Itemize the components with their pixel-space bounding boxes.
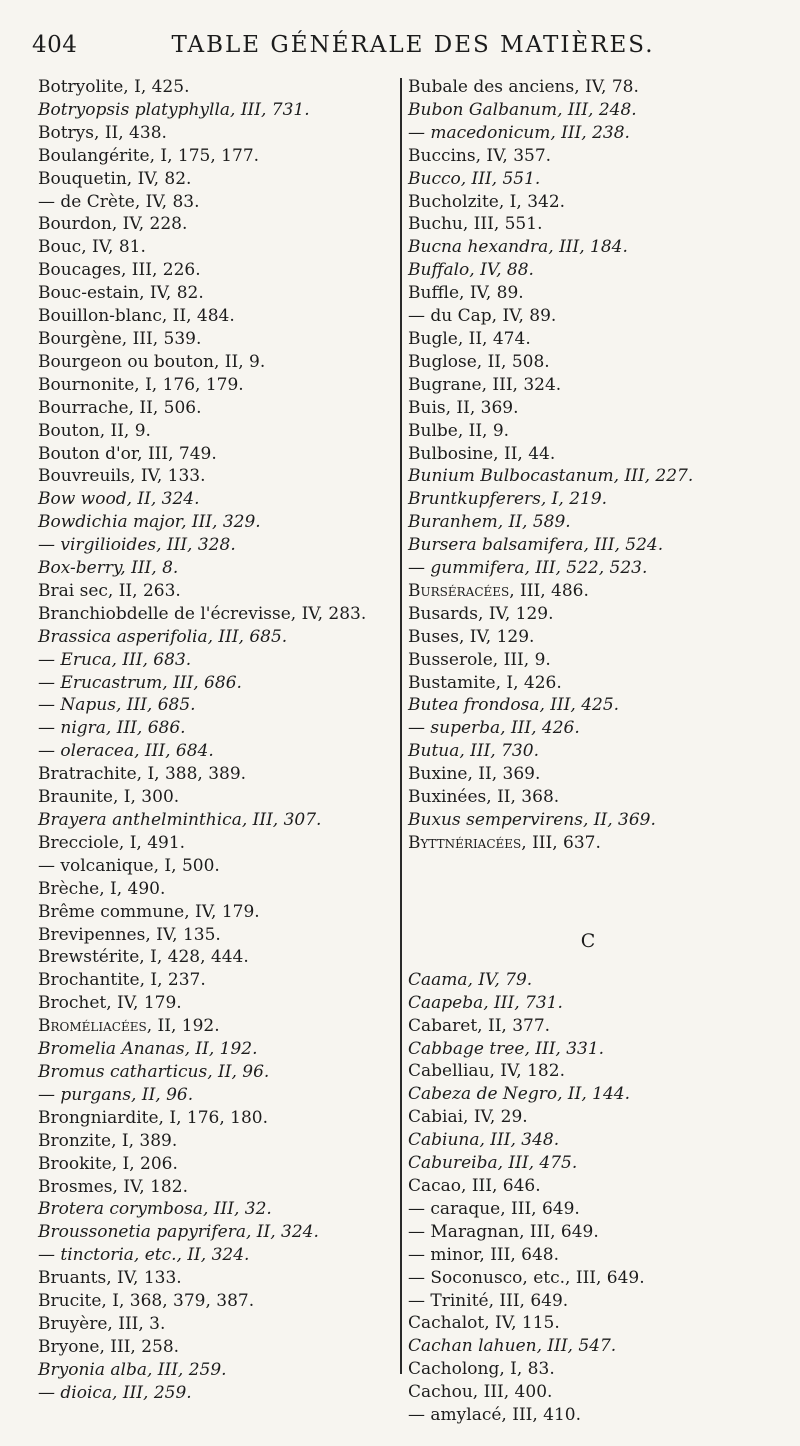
index-entry: Botryopsis platyphylla, III, 731. <box>38 99 310 120</box>
index-entry: Brayera anthelminthica, III, 307. <box>38 810 322 830</box>
index-entry: Brassica asperifolia, III, 685. <box>38 626 288 647</box>
index-entry: — Erucastrum, III, 686. <box>38 672 242 693</box>
index-entry: Buxinées, II, 368. <box>408 787 560 808</box>
index-entry: — Soconusco, etc., III, 649. <box>408 1267 645 1288</box>
index-entry: — Maragnan, III, 649. <box>408 1221 599 1242</box>
page-header <box>32 32 774 64</box>
index-entry: Bromelia Ananas, II, 192. <box>38 1039 258 1060</box>
index-entry: Bryonia alba, III, 259. <box>38 1359 227 1380</box>
index-entry: Boucages, III, 226. <box>38 260 201 281</box>
index-entry: Botryolite, I, 425. <box>38 77 190 97</box>
index-entry: Bruants, IV, 133. <box>38 1268 182 1289</box>
index-entry: Brevipennes, IV, 135. <box>38 924 221 945</box>
index-entry: Cabeza de Negro, II, 144. <box>408 1084 631 1105</box>
index-entry: Botrys, II, 438. <box>38 122 167 143</box>
index-entry: Busserole, III, 9. <box>408 649 551 670</box>
index-entry: — amylacé, III, 410. <box>408 1405 582 1426</box>
index-entry: Bourgène, III, 539. <box>38 328 202 349</box>
index-entry: Brecciole, I, 491. <box>38 832 186 853</box>
index-entry: Brême commune, IV, 179. <box>38 901 260 922</box>
index-entry: Cacholong, I, 83. <box>408 1359 555 1380</box>
index-entry: Cabureiba, III, 475. <box>408 1153 578 1174</box>
index-entry: Bouvreuils, IV, 133. <box>38 466 206 487</box>
index-entry: Cabelliau, IV, 182. <box>408 1061 565 1082</box>
index-entry: Cabbage tree, III, 331. <box>408 1038 605 1059</box>
index-entry: Bouc, IV, 81. <box>38 237 146 258</box>
index-block-b-continued <box>408 76 768 855</box>
index-entry: Brookite, I, 206. <box>38 1153 178 1174</box>
index-entry: Bubale des anciens, IV, 78. <box>408 77 639 97</box>
index-entry: Buis, II, 369. <box>408 397 519 418</box>
index-entry: Buccins, IV, 357. <box>408 145 552 166</box>
index-entry: Bournonite, I, 176, 179. <box>38 374 244 395</box>
index-entry: Cachan lahuen, III, 547. <box>408 1336 617 1357</box>
index-entry: Cabaret, II, 377. <box>408 1015 551 1036</box>
index-entry: Cabiai, IV, 29. <box>408 1107 528 1128</box>
index-column-right <box>408 76 768 1427</box>
index-entry: Bouquetin, IV, 82. <box>38 168 192 189</box>
index-entry: Braunite, I, 300. <box>38 787 180 808</box>
index-entry: — Eruca, III, 683. <box>38 649 192 670</box>
index-entry: Buffalo, IV, 88. <box>408 260 534 281</box>
index-entry: Brèche, I, 490. <box>38 878 166 899</box>
index-entry: — de Crète, IV, 83. <box>38 191 200 212</box>
index-entry: Broussonetia papyrifera, II, 324. <box>38 1222 319 1243</box>
index-entry: — purgans, II, 96. <box>38 1084 194 1105</box>
index-entry: Bratrachite, I, 388, 389. <box>38 764 247 785</box>
index-entry: Bulbosine, II, 44. <box>408 443 556 464</box>
index-entry: Buses, IV, 129. <box>408 626 535 647</box>
index-entry: — volcanique, I, 500. <box>38 855 220 876</box>
index-entry: Bursera balsamifera, III, 524. <box>408 535 664 556</box>
column-divider <box>400 78 402 1374</box>
index-entry: Buxus sempervirens, II, 369. <box>408 810 656 830</box>
index-entry: — Napus, III, 685. <box>38 695 196 716</box>
index-entry: Bourdon, IV, 228. <box>38 214 188 235</box>
index-block-c <box>408 969 768 1427</box>
index-entry: Bugle, II, 474. <box>408 328 531 349</box>
index-entry: — Trinité, III, 649. <box>408 1290 569 1311</box>
index-entry: Buglose, II, 508. <box>408 351 550 372</box>
index-entry: Brochet, IV, 179. <box>38 993 182 1014</box>
index-column-left <box>38 76 378 1405</box>
index-entry: Brosmes, IV, 182. <box>38 1176 188 1197</box>
index-entry: Byttnériacées, III, 637. <box>408 832 601 853</box>
section-gap <box>408 855 768 901</box>
index-entry: Bourrache, II, 506. <box>38 397 202 418</box>
index-entry: — superba, III, 426. <box>408 718 580 739</box>
index-entry: Bugrane, III, 324. <box>408 374 562 395</box>
index-entry: — virgilioides, III, 328. <box>38 535 236 556</box>
index-entry: Bow wood, II, 324. <box>38 489 200 510</box>
index-entry: Bustamite, I, 426. <box>408 672 562 693</box>
index-entry: Branchiobdelle de l'écrevisse, IV, 283. <box>38 603 367 624</box>
index-entry: Bucholzite, I, 342. <box>408 191 566 212</box>
index-entry: — minor, III, 648. <box>408 1244 560 1265</box>
section-letter-heading: C <box>580 929 596 952</box>
index-entry: Cacao, III, 646. <box>408 1175 541 1196</box>
index-entry: Buxine, II, 369. <box>408 764 541 785</box>
index-entry: Box-berry, III, 8. <box>38 558 179 579</box>
index-entry: Boulangérite, I, 175, 177. <box>38 145 260 166</box>
index-entry: — gummifera, III, 522, 523. <box>408 558 648 579</box>
index-entry: Brongniardite, I, 176, 180. <box>38 1107 268 1128</box>
index-entry: Bronzite, I, 389. <box>38 1130 178 1151</box>
index-entry: Buranhem, II, 589. <box>408 512 571 533</box>
index-entry: Broméliacées, II, 192. <box>38 1016 220 1037</box>
index-entry: Bruntkupferers, I, 219. <box>408 489 608 510</box>
index-entry: Cachalot, IV, 115. <box>408 1313 560 1334</box>
index-entry: Burséracées, III, 486. <box>408 580 589 601</box>
index-entry: Bouton d'or, III, 749. <box>38 443 217 464</box>
index-entry: Bunium Bulbocastanum, III, 227. <box>408 466 694 487</box>
index-entry: Busards, IV, 129. <box>408 603 554 624</box>
index-entry: Bouc-estain, IV, 82. <box>38 283 204 304</box>
index-entry: Caapeba, III, 731. <box>408 992 563 1013</box>
page-number: 404 <box>32 32 78 58</box>
index-entry: Buchu, III, 551. <box>408 214 543 235</box>
running-title: TABLE GÉNÉRALE DES MATIÈRES. <box>171 32 655 58</box>
index-entry: Brochantite, I, 237. <box>38 970 206 991</box>
index-entry: — tinctoria, etc., II, 324. <box>38 1245 250 1266</box>
index-entry: Butua, III, 730. <box>408 741 539 762</box>
index-entry: Bulbe, II, 9. <box>408 420 510 441</box>
index-entry: Bouillon-blanc, II, 484. <box>38 306 235 327</box>
index-entry: — du Cap, IV, 89. <box>408 306 557 327</box>
index-entry: Brotera corymbosa, III, 32. <box>38 1199 272 1220</box>
index-entry: Butea frondosa, III, 425. <box>408 695 620 716</box>
index-entry: Cabiuna, III, 348. <box>408 1130 560 1151</box>
index-entry: — macedonicum, III, 238. <box>408 122 630 143</box>
index-entry: Brucite, I, 368, 379, 387. <box>38 1291 255 1312</box>
index-entry: Bubon Galbanum, III, 248. <box>408 99 637 120</box>
index-entry: Bruyère, III, 3. <box>38 1313 166 1334</box>
index-entry: Cachou, III, 400. <box>408 1382 553 1403</box>
index-entry: Bucco, III, 551. <box>408 168 541 189</box>
index-entry: Bouton, II, 9. <box>38 420 151 441</box>
index-entry: — dioica, III, 259. <box>38 1382 192 1403</box>
index-entry: Brai sec, II, 263. <box>38 580 181 601</box>
index-entry: — oleracea, III, 684. <box>38 741 214 762</box>
index-entry: Bromus catharticus, II, 96. <box>38 1061 270 1082</box>
index-entry: Bowdichia major, III, 329. <box>38 512 261 533</box>
index-entry: Buffle, IV, 89. <box>408 283 524 304</box>
index-entry: Caama, IV, 79. <box>408 969 533 990</box>
index-entry: Bucna hexandra, III, 184. <box>408 237 628 258</box>
index-entry: — nigra, III, 686. <box>38 718 186 739</box>
index-entry: Bourgeon ou bouton, II, 9. <box>38 351 266 372</box>
index-entry: Bryone, III, 258. <box>38 1336 180 1357</box>
index-entry: Brewstérite, I, 428, 444. <box>38 947 249 968</box>
index-entry: — caraque, III, 649. <box>408 1198 580 1219</box>
